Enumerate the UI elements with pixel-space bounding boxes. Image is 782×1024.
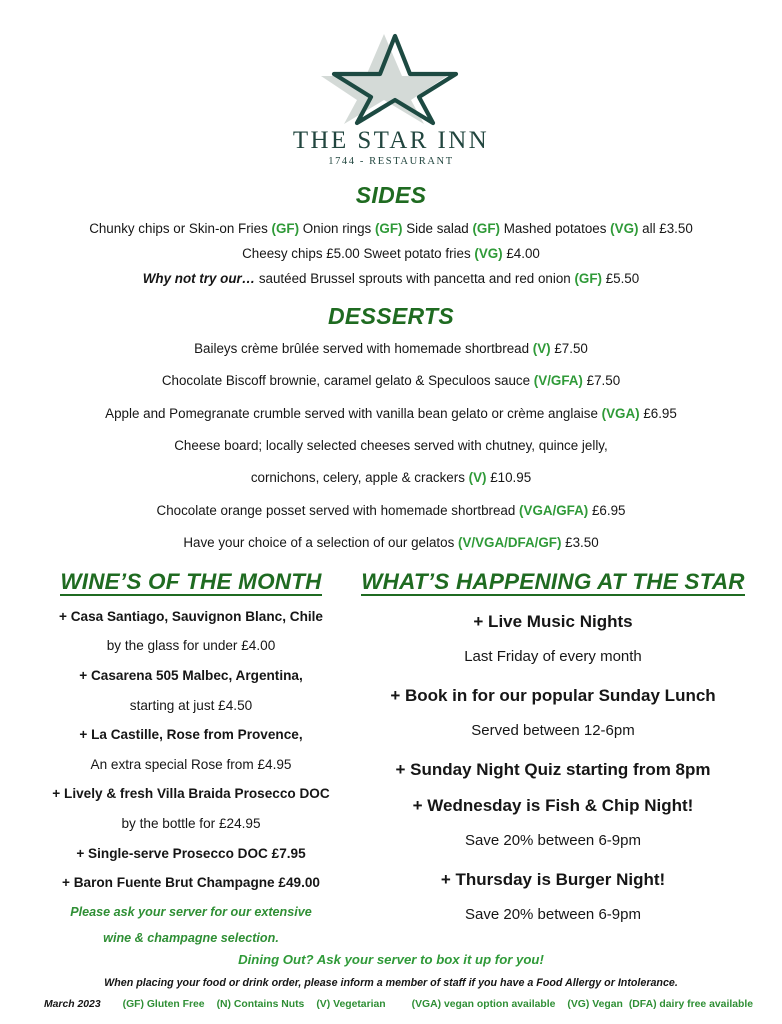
- menu-line: [0, 342, 782, 355]
- wine-note-line-2: wine & champagne selection.: [103, 931, 279, 946]
- event-title: + Thursday is Burger Night!: [440, 869, 666, 889]
- allergen-key-item: (N) Contains Nuts: [216, 998, 305, 1010]
- allergen-key-item: (DFA) dairy free available: [628, 998, 754, 1010]
- lower-columns: [0, 569, 782, 959]
- menu-line-text: Cheese board; locally selected cheeses served with chutney, quince jelly,: [174, 437, 608, 453]
- desserts-list: [0, 342, 782, 550]
- menu-line-text: Baileys crème brûlée served with homemade shortbread: [194, 340, 533, 356]
- menu-line-text: Cheesy chips £5.00 Sweet potato fries: [242, 245, 475, 261]
- sides-list: [0, 222, 782, 286]
- event-detail: Last Friday of every month: [464, 647, 642, 665]
- menu-date: March 2023: [44, 998, 101, 1010]
- wine-detail: starting at just £4.50: [129, 697, 253, 713]
- menu-line: [0, 222, 782, 235]
- allergen-key-item: (GF) Gluten Free: [122, 998, 205, 1010]
- event-detail: Save 20% between 6-9pm: [465, 831, 641, 849]
- menu-line-text: £3.50: [561, 535, 599, 551]
- wine-name: + Single-serve Prosecco DOC £7.95: [76, 845, 306, 861]
- menu-line-text: Have your choice of a selection of our gelatos: [183, 535, 459, 551]
- allergen-tag: (V): [532, 340, 551, 356]
- restaurant-logo: [0, 0, 782, 168]
- menu-line-text: £5.50: [601, 271, 640, 287]
- event-title: + Live Music Nights: [473, 611, 633, 631]
- events-column: [340, 569, 782, 945]
- allergen-key-item: (VG) Vegan: [567, 998, 623, 1010]
- allergen-tag: (V/GFA): [533, 373, 583, 389]
- wine-name: + Casarena 505 Malbec, Argentina,: [79, 667, 303, 683]
- menu-line-text: Chocolate Biscoff brownie, caramel gelato & Speculoos sauce: [161, 373, 534, 389]
- menu-line: [0, 439, 782, 452]
- events-heading-row: [340, 569, 766, 596]
- allergen-tag: (V/VGA/DFA/GF): [458, 535, 562, 551]
- menu-line-text: Side salad: [402, 220, 473, 236]
- allergen-tag: (VGA/GFA): [519, 502, 589, 518]
- allergen-tag: (V): [468, 470, 487, 486]
- menu-line-text: £6.95: [588, 502, 626, 518]
- desserts-heading: DESSERTS: [328, 302, 454, 329]
- menu-line-text: Apple and Pomegranate crumble served with vanilla bean gelato or crème anglaise: [105, 405, 602, 421]
- menu-line-text: Mashed potatoes: [499, 220, 611, 236]
- allergen-key-item: (VGA) vegan option available: [411, 998, 556, 1010]
- wine-detail: by the bottle for £24.95: [121, 815, 261, 831]
- allergen-key-item: (V) Vegetarian: [316, 998, 386, 1010]
- allergen-tag: (GF): [271, 220, 300, 236]
- menu-line: [0, 536, 782, 549]
- menu-line-lead: Why not try our…: [142, 271, 256, 287]
- event-title: + Wednesday is Fish & Chip Night!: [412, 795, 694, 815]
- wine-detail: An extra special Rose from £4.95: [90, 756, 292, 772]
- logo-subtitle: 1744 - RESTAURANT: [328, 156, 454, 167]
- star-icon: [316, 30, 466, 126]
- menu-line-text: £10.95: [486, 470, 532, 486]
- logo-wordmark: THE STAR INN: [292, 127, 490, 154]
- wine-list: [42, 610, 340, 890]
- event-title: + Book in for our popular Sunday Lunch: [390, 685, 716, 705]
- menu-line: [0, 407, 782, 420]
- menu-line-text: sautéed Brussel sprouts with pancetta and red onion: [255, 271, 575, 287]
- menu-line-text: £6.95: [639, 405, 677, 421]
- dining-out-note: Dining Out? Ask your server to box it up for you!: [238, 951, 544, 967]
- footer: [0, 953, 782, 1010]
- allergen-key-items: [123, 1000, 765, 1010]
- wine-note-line-1: Please ask your server for our extensive: [70, 904, 312, 919]
- menu-line-text: £4.00: [502, 245, 540, 261]
- wines-heading: WINE’S OF THE MONTH: [60, 569, 321, 596]
- events-list: [340, 613, 766, 922]
- menu-line: [0, 247, 782, 260]
- allergen-tag: (VG): [610, 220, 639, 236]
- menu-line: [0, 374, 782, 387]
- wines-heading-row: [42, 569, 340, 596]
- allergy-disclaimer: When placing your food or drink order, please inform a member of staff if you have a Food Allergy or Intolerance.: [104, 976, 678, 989]
- allergen-tag: (GF): [574, 271, 602, 287]
- allergen-tag: (GF): [374, 220, 403, 236]
- wine-name: + Casa Santiago, Sauvignon Blanc, Chile: [58, 608, 323, 624]
- menu-line-text: Onion rings: [299, 220, 375, 236]
- allergen-tag: (GF): [472, 220, 500, 236]
- allergen-tag: (VGA): [601, 405, 640, 421]
- allergen-key: [0, 1000, 782, 1010]
- wine-name: + Lively & fresh Villa Braida Prosecco DOC: [52, 786, 330, 802]
- sides-heading: SIDES: [355, 181, 427, 208]
- menu-line-text: £7.50: [582, 373, 621, 389]
- menu-line: [0, 471, 782, 484]
- wine-name: + La Castille, Rose from Provence,: [79, 727, 303, 743]
- menu-line: [0, 504, 782, 517]
- menu-line: [0, 272, 782, 285]
- events-heading: WHAT’S HAPPENING AT THE STAR: [361, 569, 745, 596]
- menu-line-text: Chocolate orange posset served with homemade shortbread: [156, 502, 520, 518]
- event-detail: Save 20% between 6-9pm: [465, 905, 641, 923]
- wines-column: [0, 569, 340, 959]
- wine-name: + Baron Fuente Brut Champagne £49.00: [62, 875, 320, 891]
- menu-line-text: £7.50: [550, 340, 588, 356]
- event-title: + Sunday Night Quiz starting from 8pm: [395, 759, 711, 779]
- wine-detail: by the glass for under £4.00: [106, 638, 276, 654]
- menu-line-text: all £3.50: [638, 220, 693, 236]
- menu-line-text: Chunky chips or Skin-on Fries: [89, 220, 272, 236]
- menu-line-text: cornichons, celery, apple & crackers: [250, 470, 469, 486]
- allergen-tag: (VG): [474, 245, 503, 261]
- event-detail: Served between 12-6pm: [471, 721, 635, 739]
